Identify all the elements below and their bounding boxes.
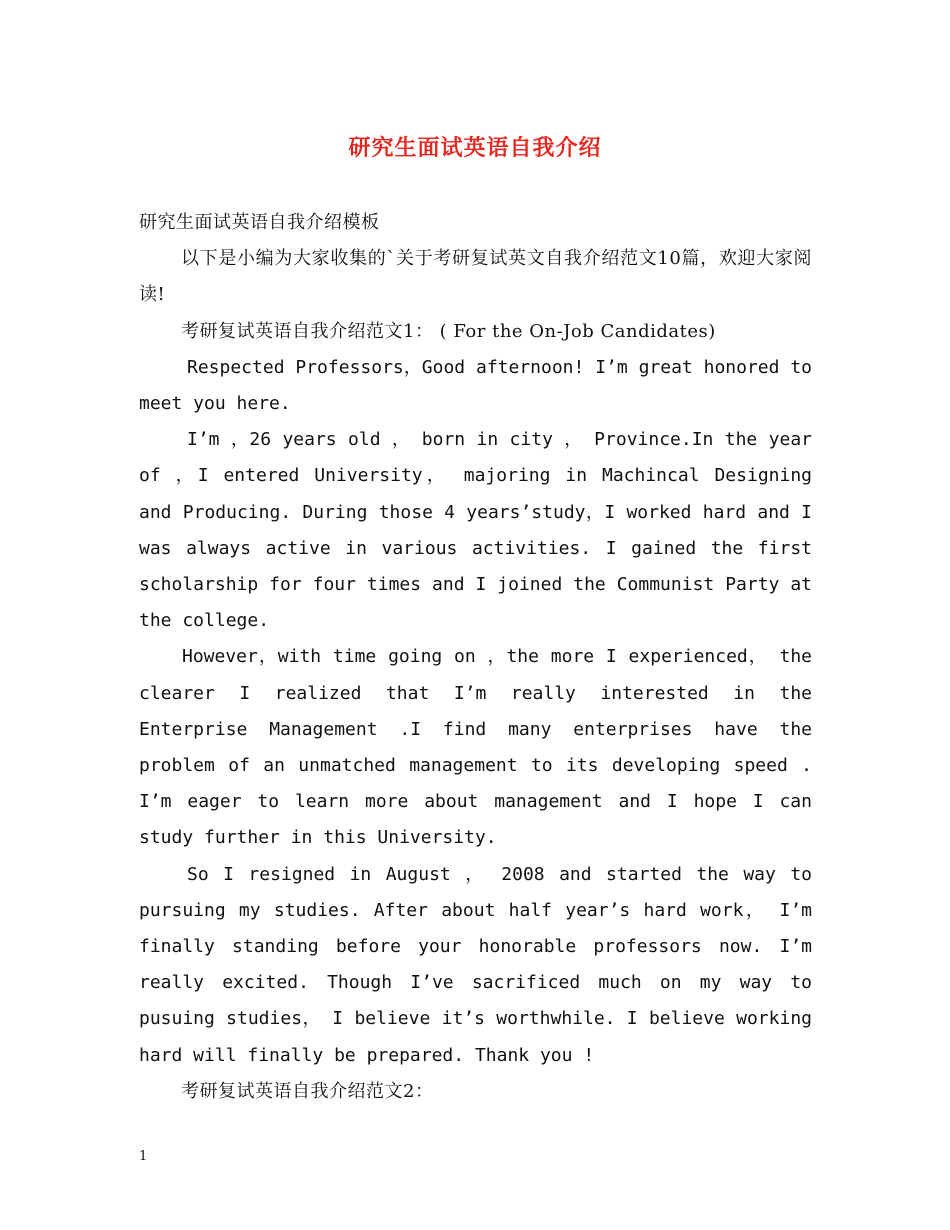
document-body (139, 205, 812, 1110)
sample-1-paragraph: I’m ，26 years old ， born in city ， Province.In the year of ，I entered University， majoring in Machincal Designing and Producing. During those 4 years’study，I worked hard and I was always active in various activities. I gained the first scholarship for four times and I joined the Communist Party at the college. (139, 429, 812, 632)
sample-1-heading: 考研复试英语自我介绍范文1： ( For the On-Job Candidates) (181, 320, 716, 342)
document-title: 研究生面试英语自我介绍 (348, 135, 602, 161)
sample-1-paragraph: However，with time going on ，the more I experienced， the clearer I realized that I’m really interested in the Enterprise Management .I find many enterprises have the problem of an unmatched management to its developing speed . I’m eager to learn more about management and I hope I can study further in this University. (139, 646, 812, 849)
page-number: 1 (139, 1149, 148, 1164)
sample-1-paragraph: So I resigned in August ， 2008 and started the way to pursuing my studies. After about half year’s hard work， I’m finally standing before your honorable professors now. I’m really excited. Though I’ve sacrificed much on my way to pusuing studies， I believe it’s worthwhile. I believe working hard will finally be prepared. Thank you ! (139, 863, 812, 1066)
intro-paragraph: 以下是小编为大家收集的`关于考研复试英文自我介绍范文10篇，欢迎大家阅读! (139, 248, 812, 306)
template-subtitle: 研究生面试英语自我介绍模板 (139, 212, 380, 233)
sample-2-heading: 考研复试英语自我介绍范文2： (181, 1080, 434, 1102)
sample-1-paragraph: Respected Professors，Good afternoon! I’m great honored to meet you here. (139, 356, 812, 415)
